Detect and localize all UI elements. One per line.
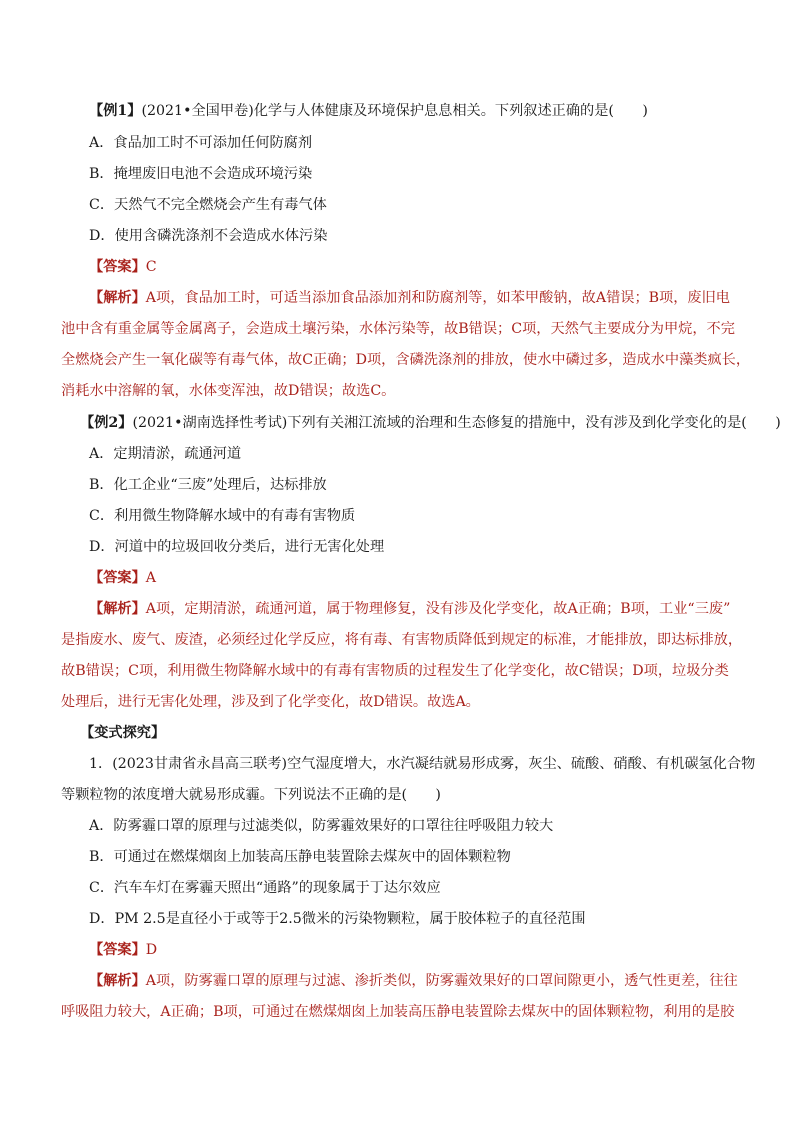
example2-analysis-line: 处理后，进行无害化处理，涉及到了化学变化，故D错误。故选A。 [61,694,480,710]
variant-heading: 【变式探究】 [80,725,166,741]
variant-question-line: 1．(2023甘肃省永昌高三联考)空气湿度增大，水汽凝结就易形成雾，灰尘、硫酸、硝酸、有机碳氢化合物 [89,756,756,772]
example2-question-text: (2021•湖南选择性考试)下列有关湘江流域的治理和生态修复的措施中，没有涉及到化学变化的是( ) [132,415,781,431]
example1-tag: 【例1】 [89,103,142,119]
example1-option-d: D．使用含磷洗涤剂不会造成水体污染 [89,228,328,244]
example2-analysis-line [89,599,730,619]
example2-option-a: A．定期清淤，疏通河道 [89,446,242,462]
example2-answer-tag: 【答案】 [89,570,146,586]
variant-option-c: C．汽车车灯在雾霾天照出“通路”的现象属于丁达尔效应 [89,880,441,896]
example1-analysis-line: 消耗水中溶解的氧，水体变浑浊，故D错误；故选C。 [61,383,396,399]
example2-answer [89,568,156,588]
variant-analysis-tag: 【解析】 [89,973,146,989]
example1-answer-tag: 【答案】 [89,259,146,275]
example2-analysis-line: 故B错误；C项，利用微生物降解水域中的有毒有害物质的过程发生了化学变化，故C错误；D项，垃圾分类 [61,663,729,679]
example1-option-c: C．天然气不完全燃烧会产生有毒气体 [89,197,327,213]
example2-option-c: C．利用微生物降解水域中的有毒有害物质 [89,508,356,524]
variant-analysis-line: 呼吸阻力较大，A正确；B项，可通过在燃煤烟囱上加装高压静电装置除去煤灰中的固体颗粒物，利用的是胶 [61,1004,735,1020]
example1-analysis-line: 全燃烧会产生一氧化碳等有毒气体，故C正确；D项，含磷洗涤剂的排放，使水中磷过多，造成水中藻类疯长， [61,352,751,368]
example2-option-d: D．河道中的垃圾回收分类后，进行无害化处理 [89,539,385,555]
variant-analysis-text: A项，防雾霾口罩的原理与过滤、渗折类似，防雾霾效果好的口罩间隙更小，透气性更差，往往 [145,973,738,989]
example1-question [89,101,648,121]
variant-option-b: B．可通过在燃煤烟囱上加装高压静电装置除去煤灰中的固体颗粒物 [89,849,511,865]
example1-answer [89,257,157,277]
variant-answer-value: D [145,942,158,958]
example1-answer-value: C [145,259,157,275]
variant-answer [89,940,157,960]
example1-option-b: B．掩埋废旧电池不会造成环境污染 [89,166,313,182]
example2-analysis-line: 是指废水、废气、废渣，必须经过化学反应，将有毒、有害物质降低到规定的标准，才能排放，即达标排放， [61,632,743,648]
example2-option-b: B．化工企业“三废”处理后，达标排放 [89,477,327,493]
example2-analysis-tag: 【解析】 [89,601,146,617]
example1-question-text: (2021•全国甲卷)化学与人体健康及环境保护息息相关。下列叙述正确的是( ) [141,103,648,119]
example1-option-a: A．食品加工时不可添加任何防腐剂 [89,135,313,151]
variant-option-a: A．防雾霾口罩的原理与过滤类似，防雾霾效果好的口罩往往呼吸阻力较大 [89,818,554,834]
example2-analysis-text: A项，定期清淤，疏通河道，属于物理修复，没有涉及化学变化，故A正确；B项，工业“三废” [145,601,731,617]
variant-analysis-line [89,971,738,991]
example2-tag: 【例2】 [80,415,133,431]
variant-option-d: D．PM 2.5是直径小于或等于2.5微米的污染物颗粒，属于胶体粒子的直径范围 [89,911,586,927]
example1-analysis-line: 池中含有重金属等金属离子，会造成土壤污染，水体污染等，故B错误；C项，天然气主要成分为甲烷，不完 [61,321,735,337]
example1-analysis-line [89,288,730,308]
example2-answer-value: A [145,570,157,586]
variant-question-line: 等颗粒物的浓度增大就易形成霾。下列说法不正确的是( ) [61,787,441,803]
example2-question [80,413,781,433]
example1-analysis-text: A项，食品加工时，可适当添加食品添加剂和防腐剂等，如苯甲酸钠，故A错误；B项，废旧电 [145,290,730,306]
variant-answer-tag: 【答案】 [89,942,146,958]
example1-analysis-tag: 【解析】 [89,290,146,306]
